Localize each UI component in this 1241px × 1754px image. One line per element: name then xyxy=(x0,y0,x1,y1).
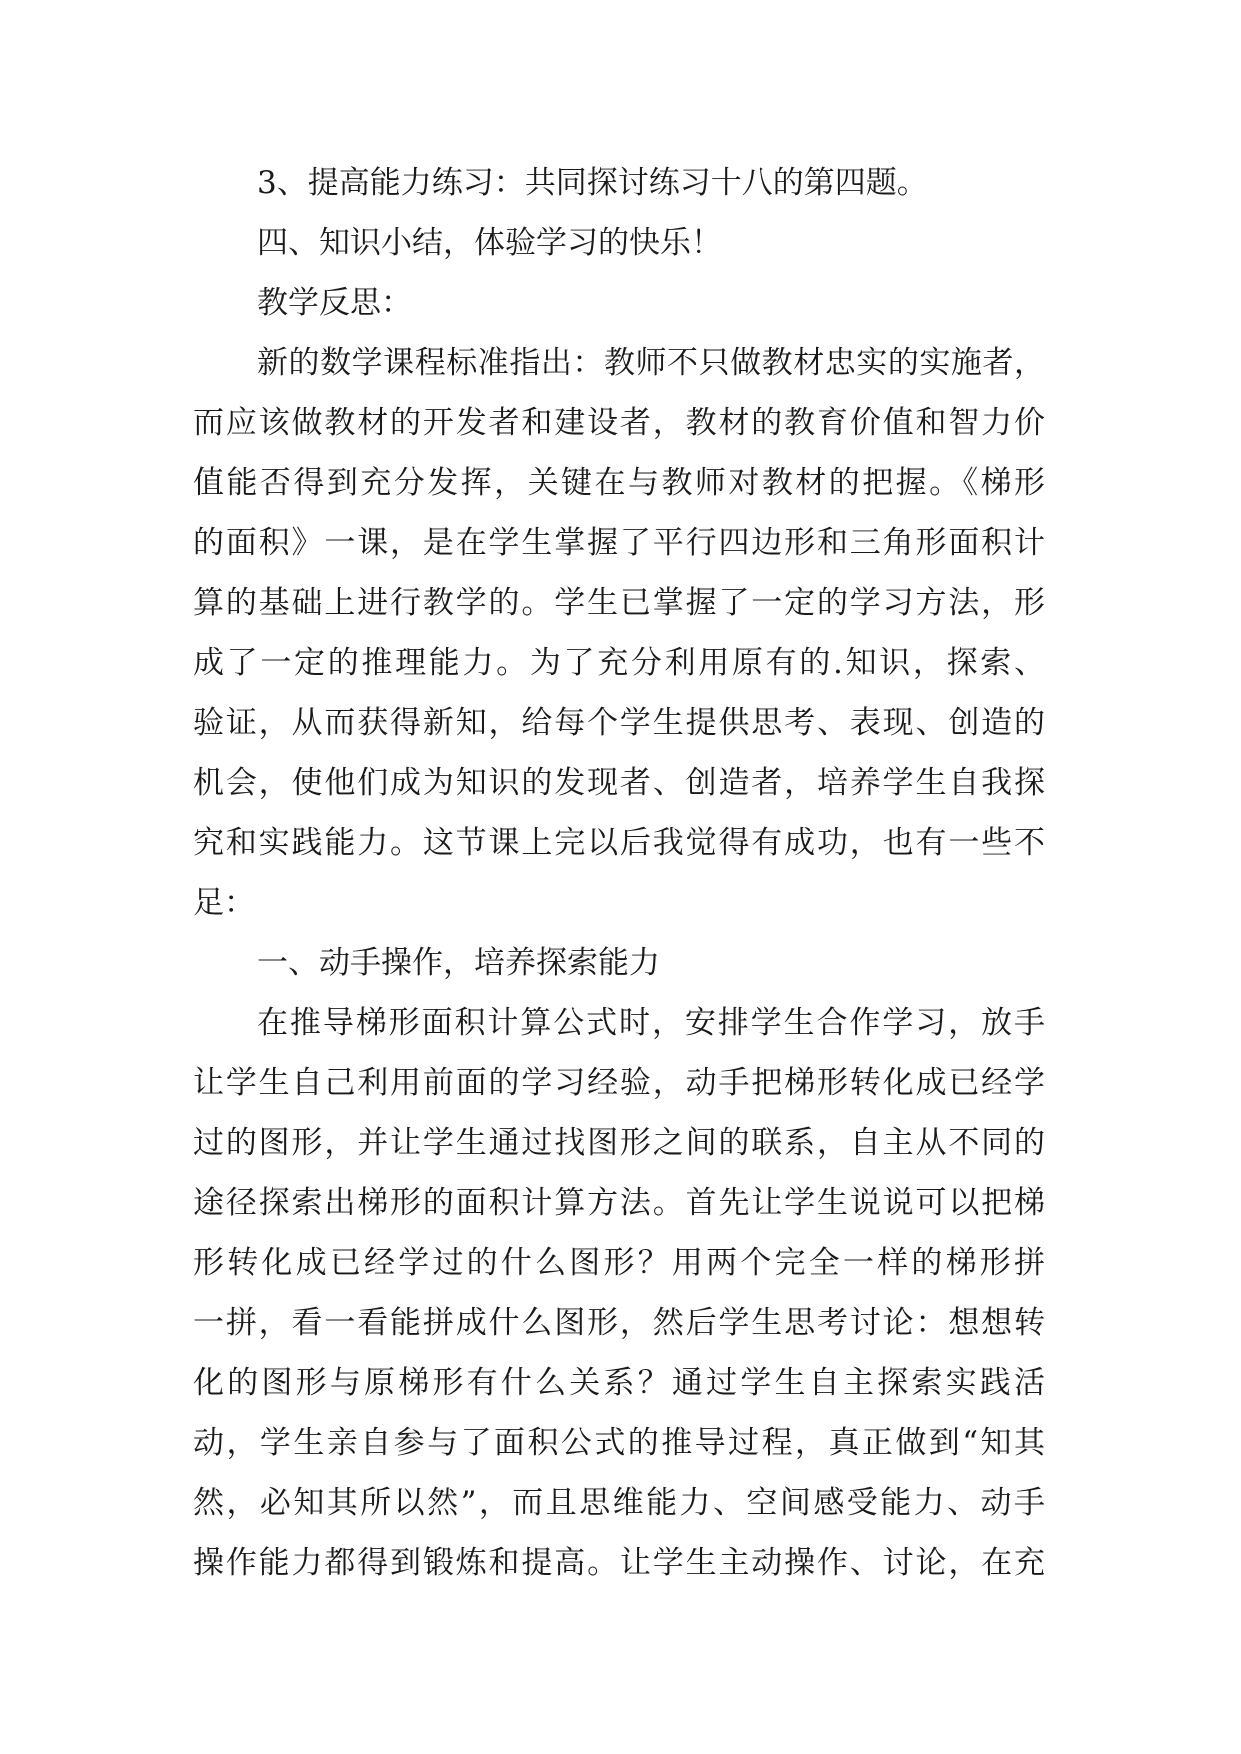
text-line: 动，学生亲自参与了面积公式的推导过程，真正做到“知其 xyxy=(193,1425,1045,1461)
text-line: 在推导梯形面积计算公式时，安排学生合作学习，放手 xyxy=(257,1005,1045,1041)
text-line: 的面积》一课，是在学生掌握了平行四边形和三角形面积计 xyxy=(193,525,1045,561)
text-line: 教学反思： xyxy=(257,285,412,321)
text-line: 验证，从而获得新知，给每个学生提供思考、表现、创造的 xyxy=(193,705,1045,741)
text-line: 过的图形，并让学生通过找图形之间的联系，自主从不同的 xyxy=(193,1125,1045,1161)
section-heading: 一、动手操作，培养探索能力 xyxy=(257,945,660,981)
text-line: 算的基础上进行教学的。学生已掌握了一定的学习方法，形 xyxy=(193,585,1045,621)
text-line: 让学生自己利用前面的学习经验，动手把梯形转化成已经学 xyxy=(193,1065,1045,1101)
text-line: 一拼，看一看能拼成什么图形，然后学生思考讨论：想想转 xyxy=(193,1305,1045,1341)
text-line: 四、知识小结，体验学习的快乐！ xyxy=(257,225,722,261)
text-line: 途径探索出梯形的面积计算方法。首先让学生说说可以把梯 xyxy=(193,1185,1045,1221)
text-line: 而应该做教材的开发者和建设者，教材的教育价值和智力价 xyxy=(193,405,1045,441)
text-line: 然，必知其所以然”，而且思维能力、空间感受能力、动手 xyxy=(193,1485,1045,1521)
text-line: 3、提高能力练习：共同探讨练习十八的第四题。 xyxy=(257,165,928,201)
text-line: 化的图形与原梯形有什么关系？通过学生自主探索实践活 xyxy=(193,1365,1045,1401)
text-line: 足： xyxy=(193,885,255,921)
text-line: 机会，使他们成为知识的发现者、创造者，培养学生自我探 xyxy=(193,765,1045,801)
text-line: 值能否得到充分发挥，关键在与教师对教材的把握。《梯形 xyxy=(193,465,1045,501)
text-line: 成了一定的推理能力。为了充分利用原有的.知识，探索、 xyxy=(193,645,1045,681)
text-line: 新的数学课程标准指出：教师不只做教材忠实的实施者， xyxy=(257,345,1045,381)
text-line: 形转化成已经学过的什么图形？用两个完全一样的梯形拼 xyxy=(193,1245,1045,1281)
text-line: 操作能力都得到锻炼和提高。让学生主动操作、讨论，在充 xyxy=(193,1545,1045,1581)
text-line: 究和实践能力。这节课上完以后我觉得有成功，也有一些不 xyxy=(193,825,1045,861)
